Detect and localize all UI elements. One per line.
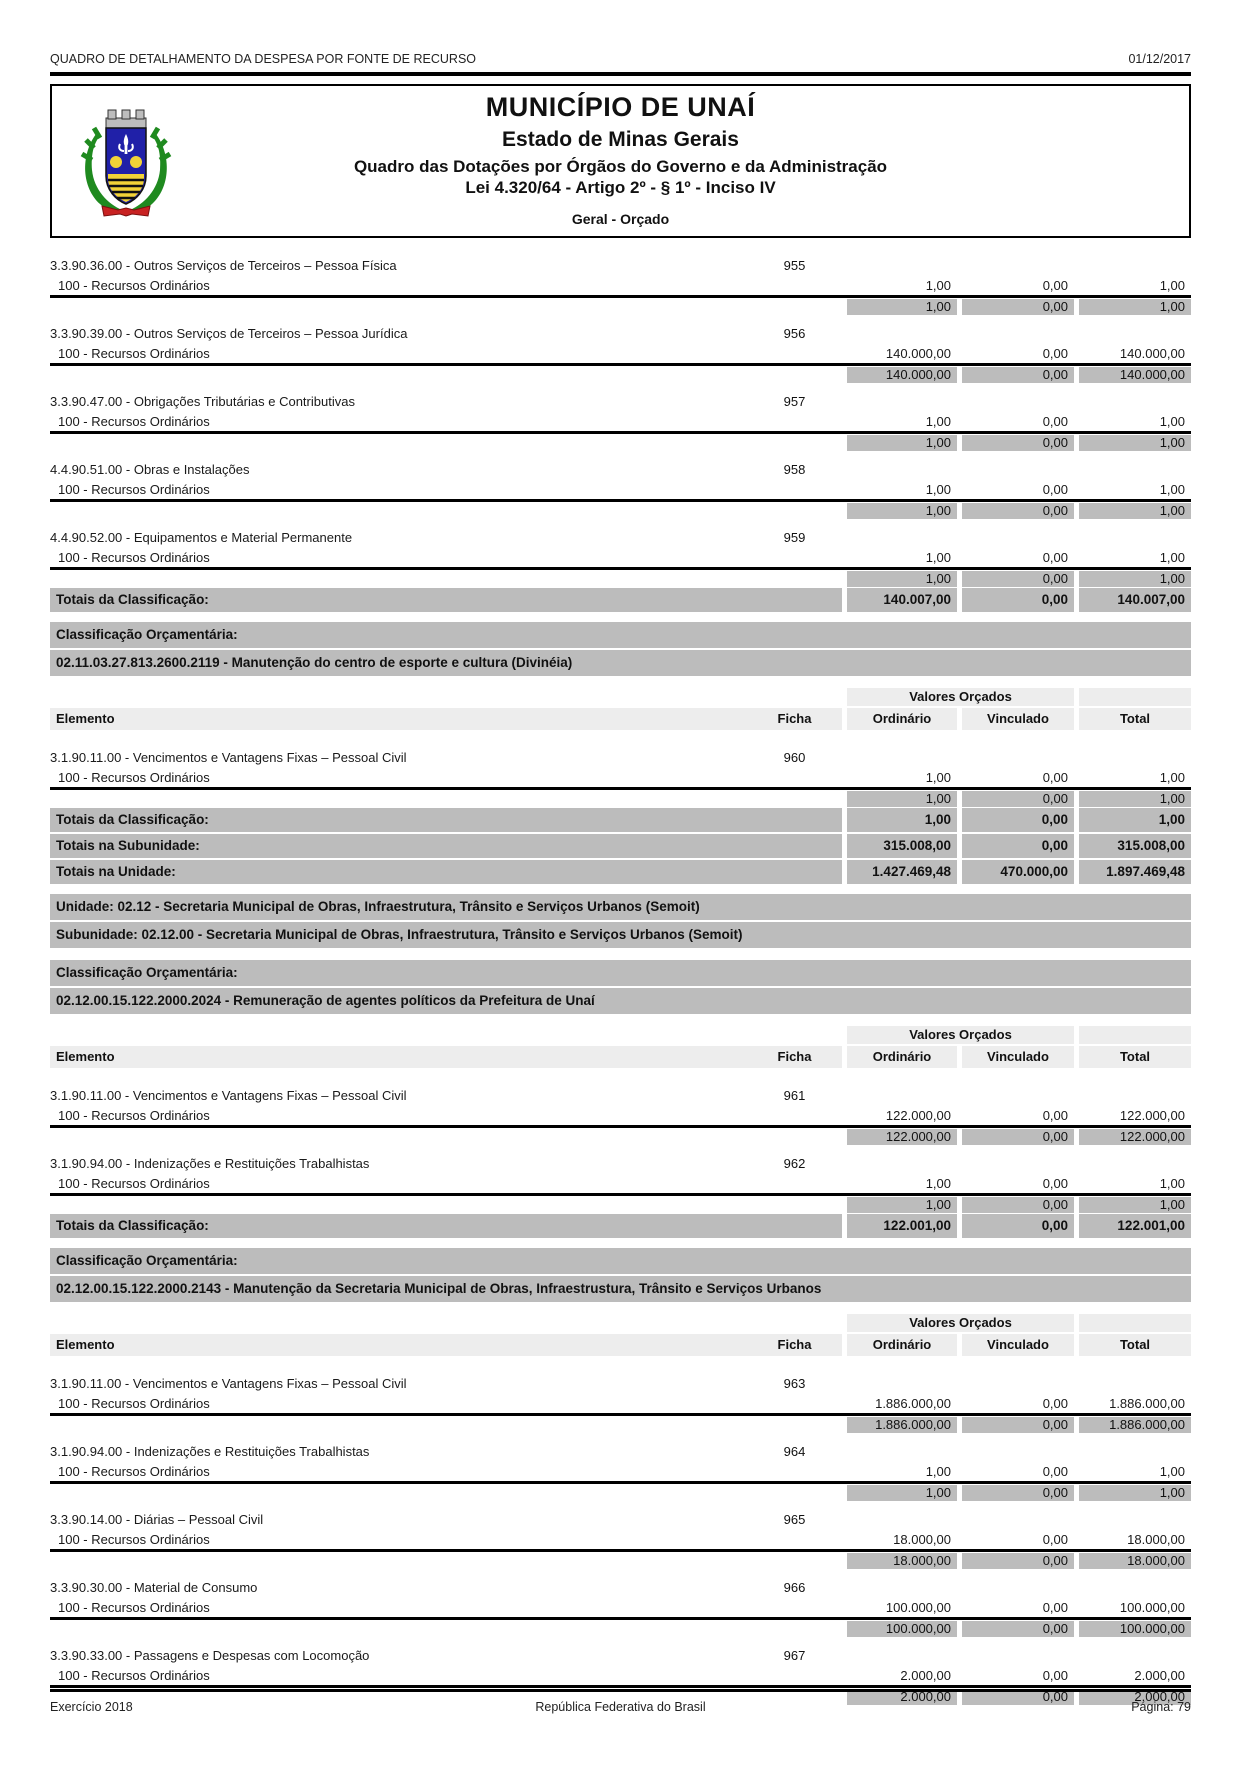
element-subtotal-row [50,1196,1191,1214]
element-subtotal-row [50,570,1191,588]
valores-orcados-band: Valores Orçados [847,1026,1074,1044]
subtotal-ordinario: 1,00 [847,503,957,519]
vinculado-value: 0,00 [1042,1108,1068,1123]
element-subtotal-row [50,1484,1191,1502]
totals-row [50,808,1191,832]
subtotal-vinculado: 0,00 [962,1129,1074,1145]
ficha-number: 963 [783,1376,806,1391]
subtotal-vinculado: 0,00 [962,1553,1074,1569]
funding-source-label: 100 - Recursos Ordinários [58,1396,210,1411]
column-header-group [50,1026,1191,1068]
funding-source-label: 100 - Recursos Ordinários [58,278,210,293]
classification-value: 02.11.03.27.813.2600.2119 - Manutenção do centro de esporte e cultura (Divinéia) [50,650,1191,676]
ordinario-value: 1,00 [925,414,951,429]
vinculado-value: 0,00 [1042,278,1068,293]
ficha-number: 956 [783,326,806,341]
element-code-description: 3.1.90.11.00 - Vencimentos e Vantagens Fixas – Pessoal Civil [50,1088,407,1103]
total-value: 1,00 [1159,1176,1185,1191]
subtotal-total: 1.886.000,00 [1079,1417,1191,1433]
ordinario-value: 1,00 [925,1176,951,1191]
funding-source-label: 100 - Recursos Ordinários [58,1532,210,1547]
header-vinculado: Vinculado [962,708,1074,730]
funding-source-row [50,1462,1191,1484]
classification-value: 02.12.00.15.122.2000.2143 - Manutenção da Secretaria Municipal de Obras, Infraestrustura, Trânsito e Serviços Urbanos [50,1276,1191,1302]
footer-exercise: Exercício 2018 [50,1700,133,1714]
ordinario-value: 140.000,00 [885,346,951,361]
budget-item [50,740,1191,808]
subtotal-ordinario: 18.000,00 [847,1553,957,1569]
funding-source-row [50,1530,1191,1552]
header-ficha: Ficha [747,1046,842,1068]
element-code-description: 3.1.90.94.00 - Indenizações e Restituições Trabalhistas [50,1444,370,1459]
subtotal-vinculado: 0,00 [962,367,1074,383]
totals-label: Totais da Classificação: [50,1214,842,1238]
element-code-description: 3.3.90.39.00 - Outros Serviços de Terceiros – Pessoa Jurídica [50,326,408,341]
totals-ordinario: 1.427.469,48 [847,860,957,884]
subtotal-total: 1,00 [1079,1197,1191,1213]
element-subtotal-row [50,1620,1191,1638]
budget-item [50,316,1191,384]
header-elemento: Elemento [50,1046,747,1068]
column-header-row [50,1046,1191,1068]
total-value: 100.000,00 [1119,1600,1185,1615]
subtotal-ordinario: 1.886.000,00 [847,1417,957,1433]
footer-page-number: Página: 79 [1131,1700,1191,1714]
top-rule [50,72,1191,76]
vinculado-value: 0,00 [1042,1396,1068,1411]
funding-source-row [50,344,1191,366]
subtotal-total: 122.000,00 [1079,1129,1191,1145]
ficha-number: 962 [783,1156,806,1171]
element-code-description: 3.1.90.94.00 - Indenizações e Restituições Trabalhistas [50,1156,370,1171]
vinculado-value: 0,00 [1042,1532,1068,1547]
subtotal-vinculado: 0,00 [962,1485,1074,1501]
classification-block [50,1248,1191,1302]
coat-of-arms-logo [78,104,174,222]
funding-source-label: 100 - Recursos Ordinários [58,414,210,429]
vinculado-value: 0,00 [1042,550,1068,565]
subtotal-ordinario: 1,00 [847,1485,957,1501]
footer-country: República Federativa do Brasil [535,1700,706,1714]
header-vinculado: Vinculado [962,1046,1074,1068]
law-subtitle: Lei 4.320/64 - Artigo 2º - § 1º - Inciso IV [465,178,776,197]
header-ordinario: Ordinário [847,1046,957,1068]
ficha-number: 958 [783,462,806,477]
subtotal-total: 18.000,00 [1079,1553,1191,1569]
budget-item [50,1146,1191,1214]
element-subtotal-row [50,790,1191,808]
totals-total: 315.008,00 [1079,834,1191,858]
vinculado-value: 0,00 [1042,1176,1068,1191]
column-header-row [50,708,1191,730]
element-subtotal-row [50,1416,1191,1434]
ordinario-value: 122.000,00 [885,1108,951,1123]
element-code-description: 3.3.90.47.00 - Obrigações Tributárias e Contributivas [50,394,355,409]
valores-orcados-band: Valores Orçados [847,688,1074,706]
element-code-description: 4.4.90.51.00 - Obras e Instalações [50,462,250,477]
footer-rule [50,1689,1191,1692]
budget-item [50,1570,1191,1638]
ordinario-value: 1,00 [925,770,951,785]
subtotal-vinculado: 0,00 [962,1689,1074,1705]
element-subtotal-row [50,298,1191,316]
vinculado-value: 0,00 [1042,1464,1068,1479]
element-subtotal-row [50,502,1191,520]
subtotal-vinculado: 0,00 [962,791,1074,807]
classification-label: Classificação Orçamentária: [50,960,1191,986]
header-ficha: Ficha [747,1334,842,1356]
budget-item [50,1366,1191,1434]
ordinario-value: 18.000,00 [893,1532,951,1547]
element-code-description: 3.3.90.30.00 - Material de Consumo [50,1580,258,1595]
totals-label: Totais da Classificação: [50,808,842,832]
totals-total: 1.897.469,48 [1079,860,1191,884]
column-header-group [50,688,1191,730]
element-code-description: 3.1.90.11.00 - Vencimentos e Vantagens Fixas – Pessoal Civil [50,750,407,765]
budget-item [50,248,1191,316]
totals-total: 1,00 [1079,808,1191,832]
report-title: QUADRO DE DETALHAMENTO DA DESPESA POR FONTE DE RECURSO [50,52,477,66]
subtotal-total: 1,00 [1079,1485,1191,1501]
ordinario-value: 1.886.000,00 [875,1396,951,1411]
ordinario-value: 1,00 [925,550,951,565]
subtotal-vinculado: 0,00 [962,435,1074,451]
ordinario-value: 2.000,00 [900,1668,951,1683]
subtotal-ordinario: 1,00 [847,299,957,315]
funding-source-row [50,1106,1191,1128]
element-code-description: 3.1.90.11.00 - Vencimentos e Vantagens Fixas – Pessoal Civil [50,1376,407,1391]
vinculado-value: 0,00 [1042,1600,1068,1615]
vinculado-value: 0,00 [1042,770,1068,785]
subtotal-vinculado: 0,00 [962,1621,1074,1637]
municipality-title: MUNICÍPIO DE UNAÍ [485,92,756,122]
header-ordinario: Ordinário [847,1334,957,1356]
vinculado-value: 0,00 [1042,414,1068,429]
funding-source-label: 100 - Recursos Ordinários [58,1600,210,1615]
subtotal-ordinario: 1,00 [847,571,957,587]
total-value: 1,00 [1159,1464,1185,1479]
total-value: 18.000,00 [1127,1532,1185,1547]
header-total: Total [1079,1046,1191,1068]
total-value: 1,00 [1159,550,1185,565]
funding-source-label: 100 - Recursos Ordinários [58,1108,210,1123]
state-title: Estado de Minas Gerais [502,128,739,151]
subtotal-total: 1,00 [1079,571,1191,587]
subtotal-vinculado: 0,00 [962,571,1074,587]
subtotal-vinculado: 0,00 [962,503,1074,519]
totals-label: Totais na Unidade: [50,860,842,884]
subtotal-total: 1,00 [1079,435,1191,451]
valores-orcados-band: Valores Orçados [847,1314,1074,1332]
subtotal-vinculado: 0,00 [962,1197,1074,1213]
header-vinculado: Vinculado [962,1334,1074,1356]
budget-item [50,452,1191,520]
total-value: 1,00 [1159,770,1185,785]
totals-total: 140.007,00 [1079,588,1191,612]
element-code-description: 3.3.90.36.00 - Outros Serviços de Terceiros – Pessoa Física [50,258,397,273]
total-value: 122.000,00 [1119,1108,1185,1123]
element-subtotal-row [50,1128,1191,1146]
report-subtitle: Quadro das Dotações por Órgãos do Governo e da Administração [353,157,888,176]
ficha-number: 964 [783,1444,806,1459]
column-header-row [50,1334,1191,1356]
budget-item [50,384,1191,452]
header-ordinario: Ordinário [847,708,957,730]
document-header [50,84,1191,238]
subtotal-ordinario: 140.000,00 [847,367,957,383]
valores-orcados-total-cell [1079,1026,1191,1044]
funding-source-label: 100 - Recursos Ordinários [58,1464,210,1479]
totals-ordinario: 315.008,00 [847,834,957,858]
classification-label: Unidade: 02.12 - Secretaria Municipal de Obras, Infraestrutura, Trânsito e Serviços Urbanos (Semoit) [50,894,1191,920]
report-date: 01/12/2017 [1128,52,1191,66]
classification-value: Subunidade: 02.12.00 - Secretaria Municipal de Obras, Infraestrutura, Trânsito e Serviços Urbanos (Semoit) [50,922,1191,948]
total-value: 1,00 [1159,278,1185,293]
subtotal-ordinario: 1,00 [847,1197,957,1213]
budget-item [50,1434,1191,1502]
column-header-group [50,1314,1191,1356]
funding-source-row [50,1394,1191,1416]
header-total: Total [1079,708,1191,730]
classification-label: Classificação Orçamentária: [50,622,1191,648]
funding-source-label: 100 - Recursos Ordinários [58,770,210,785]
ficha-number: 955 [783,258,806,273]
totals-vinculado: 0,00 [962,808,1074,832]
totals-row [50,834,1191,858]
ficha-number: 965 [783,1512,806,1527]
subtotal-vinculado: 0,00 [962,299,1074,315]
totals-label: Totais da Classificação: [50,588,842,612]
subtotal-ordinario: 1,00 [847,791,957,807]
element-subtotal-row [50,434,1191,452]
funding-source-row [50,480,1191,502]
funding-source-label: 100 - Recursos Ordinários [58,482,210,497]
totals-vinculado: 0,00 [962,1214,1074,1238]
subtotal-ordinario: 1,00 [847,435,957,451]
subtotal-vinculado: 0,00 [962,1417,1074,1433]
totals-ordinario: 140.007,00 [847,588,957,612]
coat-of-arms-icon [78,104,174,222]
subtotal-total: 100.000,00 [1079,1621,1191,1637]
totals-total: 122.001,00 [1079,1214,1191,1238]
header-total: Total [1079,1334,1191,1356]
funding-source-row [50,412,1191,434]
totals-row [50,588,1191,612]
element-subtotal-row [50,1552,1191,1570]
funding-source-row [50,1174,1191,1196]
funding-source-row [50,548,1191,570]
header-elemento: Elemento [50,1334,747,1356]
vinculado-value: 0,00 [1042,1668,1068,1683]
ficha-number: 959 [783,530,806,545]
subtotal-ordinario: 100.000,00 [847,1621,957,1637]
subtotal-total: 1,00 [1079,791,1191,807]
classification-block [50,960,1191,1014]
total-value: 2.000,00 [1134,1668,1185,1683]
ordinario-value: 1,00 [925,278,951,293]
scope-label: Geral - Orçado [571,211,670,227]
funding-source-label: 100 - Recursos Ordinários [58,550,210,565]
ficha-number: 957 [783,394,806,409]
total-value: 1,00 [1159,482,1185,497]
ordinario-value: 1,00 [925,1464,951,1479]
funding-source-label: 100 - Recursos Ordinários [58,1176,210,1191]
vinculado-value: 0,00 [1042,482,1068,497]
ficha-number: 961 [783,1088,806,1103]
funding-source-label: 100 - Recursos Ordinários [58,346,210,361]
header-elemento: Elemento [50,708,747,730]
valores-orcados-total-cell [1079,1314,1191,1332]
total-value: 140.000,00 [1119,346,1185,361]
classification-value: 02.12.00.15.122.2000.2024 - Remuneração de agentes políticos da Prefeitura de Unaí [50,988,1191,1014]
subtotal-total: 2.000,00 [1079,1689,1191,1705]
budget-item [50,1078,1191,1146]
total-value: 1.886.000,00 [1109,1396,1185,1411]
subtotal-total: 1,00 [1079,299,1191,315]
totals-row [50,860,1191,884]
totals-row [50,1214,1191,1238]
element-code-description: 3.3.90.33.00 - Passagens e Despesas com Locomoção [50,1648,370,1663]
header-ficha: Ficha [747,708,842,730]
ordinario-value: 100.000,00 [885,1600,951,1615]
element-subtotal-row [50,366,1191,384]
funding-source-row [50,1598,1191,1620]
subtotal-ordinario: 2.000,00 [847,1689,957,1705]
subtotal-total: 140.000,00 [1079,367,1191,383]
budget-table [50,248,1191,1706]
totals-vinculado: 0,00 [962,588,1074,612]
classification-block [50,894,1191,948]
funding-source-label: 100 - Recursos Ordinários [58,1668,210,1683]
funding-source-row [50,276,1191,298]
top-bar [50,0,1191,66]
funding-source-row [50,768,1191,790]
ficha-number: 960 [783,750,806,765]
subtotal-ordinario: 122.000,00 [847,1129,957,1145]
budget-item [50,1502,1191,1570]
budget-item [50,520,1191,588]
page-footer [50,1689,1191,1714]
funding-source-row [50,1666,1191,1688]
totals-ordinario: 122.001,00 [847,1214,957,1238]
classification-label: Classificação Orçamentária: [50,1248,1191,1274]
totals-ordinario: 1,00 [847,808,957,832]
element-code-description: 3.3.90.14.00 - Diárias – Pessoal Civil [50,1512,264,1527]
totals-vinculado: 470.000,00 [962,860,1074,884]
totals-label: Totais na Subunidade: [50,834,842,858]
ordinario-value: 1,00 [925,482,951,497]
totals-vinculado: 0,00 [962,834,1074,858]
element-code-description: 4.4.90.52.00 - Equipamentos e Material Permanente [50,530,353,545]
total-value: 1,00 [1159,414,1185,429]
subtotal-total: 1,00 [1079,503,1191,519]
valores-orcados-total-cell [1079,688,1191,706]
classification-block [50,622,1191,676]
vinculado-value: 0,00 [1042,346,1068,361]
ficha-number: 967 [783,1648,806,1663]
ficha-number: 966 [783,1580,806,1595]
